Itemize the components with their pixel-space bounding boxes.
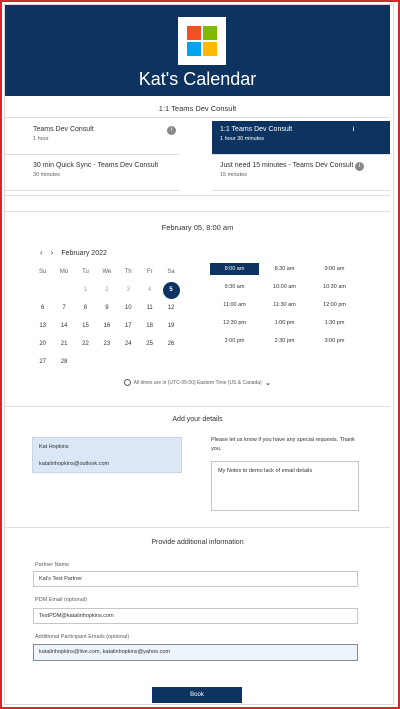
time-slot[interactable]: 10:30 am xyxy=(323,284,346,290)
calendar-empty-cell xyxy=(118,358,139,376)
weekday-header: Th xyxy=(124,269,132,275)
page-title: Kat's Calendar xyxy=(138,69,257,89)
calendar-day[interactable]: 6 xyxy=(41,305,45,311)
clock-icon xyxy=(124,379,131,386)
service-option-just-need-15-minutes[interactable] xyxy=(212,157,390,191)
time-slot[interactable]: 8:00 am xyxy=(210,263,259,275)
calendar-day[interactable]: 17 xyxy=(124,323,132,329)
time-slot[interactable]: 12:00 pm xyxy=(323,302,346,308)
calendar-day[interactable]: 22 xyxy=(82,341,89,347)
calendar-day[interactable]: 23 xyxy=(103,341,111,347)
time-slot[interactable]: 12:30 pm xyxy=(223,320,246,326)
time-slot[interactable]: 1:30 pm xyxy=(324,320,345,326)
datetime-heading: February 05, 8:00 am xyxy=(161,223,234,232)
calendar-empty-cell xyxy=(75,358,96,376)
calendar-day[interactable]: 24 xyxy=(124,341,132,347)
divider xyxy=(5,195,390,196)
calendar-empty-cell xyxy=(96,358,117,376)
time-slot[interactable]: 11:00 am xyxy=(223,302,246,308)
service-option-30-min-quick-sync[interactable] xyxy=(5,157,180,191)
service-duration: 1 hour 30 minutes xyxy=(220,136,265,142)
calendar-day[interactable]: 12 xyxy=(167,305,175,311)
calendar-day[interactable]: 20 xyxy=(39,341,47,347)
weekday-header: Tu xyxy=(82,269,89,275)
time-slot[interactable]: 11:30 am xyxy=(273,302,296,308)
service-name: 1:1 Teams Dev Consult xyxy=(220,126,293,133)
service-duration: 15 minutes xyxy=(220,172,247,178)
calendar-nav xyxy=(40,248,107,257)
pdm-email-label: PDM Email (optional) xyxy=(35,597,87,603)
calendar-day[interactable]: 1 xyxy=(83,287,88,293)
calendar-day[interactable]: 25 xyxy=(146,341,153,347)
calendar-empty-cell xyxy=(139,358,160,376)
weekday-header: Mo xyxy=(59,269,69,275)
info-icon[interactable]: i xyxy=(355,162,364,171)
time-slot[interactable]: 2:30 pm xyxy=(274,338,295,344)
book-button[interactable]: Book xyxy=(152,687,242,703)
email-field[interactable]: katalinhopkins@outlook.com xyxy=(39,461,110,467)
calendar-day[interactable]: 26 xyxy=(167,341,175,347)
calendar-day[interactable]: 10 xyxy=(124,305,132,311)
details-heading: Add your details xyxy=(172,416,223,423)
service-name: Just need 15 minutes - Teams Dev Consult xyxy=(220,162,354,169)
calendar-empty-cell xyxy=(32,286,53,304)
additional-info-heading: Provide additional information xyxy=(151,539,244,546)
service-option-1-1-teams-dev-consult[interactable] xyxy=(212,121,390,155)
calendar-day[interactable]: 11 xyxy=(146,305,153,311)
special-request-label: Please let us know if you have any special requests. Thank you. xyxy=(211,437,355,452)
calendar-day[interactable]: 18 xyxy=(146,323,153,329)
microsoft-logo xyxy=(178,17,226,65)
calendar-header xyxy=(5,5,390,96)
chevron-down-icon[interactable]: ⌄ xyxy=(264,378,272,387)
calendar-day[interactable]: 15 xyxy=(82,323,89,329)
notes-textarea[interactable]: My Notes to demo lack of email details xyxy=(211,461,359,511)
service-duration: 1 hour xyxy=(33,136,49,142)
weekday-header: Sa xyxy=(167,269,175,275)
partner-name-label: Partner Name xyxy=(35,562,70,568)
divider xyxy=(5,211,390,212)
time-slot[interactable]: 8:30 am xyxy=(274,266,295,272)
service-name: Teams Dev Consult xyxy=(33,126,94,133)
calendar-day[interactable]: 2 xyxy=(105,287,109,293)
calendar-day[interactable]: 4 xyxy=(147,287,152,293)
time-slot-grid xyxy=(210,263,360,353)
calendar-day[interactable]: 5 xyxy=(163,282,180,299)
calendar-grid xyxy=(32,268,182,376)
calendar-day[interactable]: 14 xyxy=(60,323,68,329)
calendar-day[interactable]: 21 xyxy=(60,341,68,347)
weekday-header: Fr xyxy=(146,269,153,275)
microsoft-logo-icon xyxy=(187,26,217,56)
service-duration: 30 minutes xyxy=(33,172,60,178)
calendar-day[interactable]: 28 xyxy=(60,359,68,365)
time-slot[interactable]: 1:00 pm xyxy=(274,320,295,326)
time-slot[interactable]: 2:00 pm xyxy=(224,338,245,344)
calendar-day[interactable]: 3 xyxy=(126,287,130,293)
calendar-day[interactable]: 7 xyxy=(62,305,66,311)
partner-name-input[interactable]: Kat's Test Partner xyxy=(33,571,358,587)
weekday-header: We xyxy=(102,269,112,275)
calendar-empty-cell xyxy=(160,358,181,376)
time-slot[interactable]: 9:30 am xyxy=(224,284,245,290)
name-field[interactable]: Kat Hopkins xyxy=(39,444,69,450)
timezone-note: All times are in (UTC-05:00) Eastern Time (US & Canada) xyxy=(133,379,262,386)
pdm-email-input[interactable]: TestPDM@katalinhopkins.com xyxy=(33,608,358,624)
weekday-header: Su xyxy=(39,269,47,275)
info-icon[interactable]: i xyxy=(167,126,176,135)
calendar-empty-cell xyxy=(53,286,74,304)
service-heading: 1:1 Teams Dev Consult xyxy=(158,104,237,113)
participant-emails-input[interactable]: katalinhopkins@live.com, katalinhopkins@yahoo.com xyxy=(33,644,358,661)
month-label: February 2022 xyxy=(61,250,107,257)
chevron-right-icon[interactable]: › xyxy=(50,248,54,257)
calendar-day[interactable]: 9 xyxy=(105,305,109,311)
service-option-teams-dev-consult[interactable] xyxy=(5,121,180,155)
divider xyxy=(5,406,390,407)
calendar-day[interactable]: 27 xyxy=(39,359,47,365)
time-slot[interactable]: 3:00 pm xyxy=(324,338,345,344)
calendar-day[interactable]: 13 xyxy=(39,323,47,329)
participant-emails-label: Additional Participant Emails (optional) xyxy=(35,634,130,640)
calendar-day[interactable]: 16 xyxy=(103,323,111,329)
info-icon[interactable]: i xyxy=(352,127,355,133)
calendar-day[interactable]: 19 xyxy=(167,323,175,329)
timezone-selector[interactable] xyxy=(5,378,390,387)
chevron-left-icon[interactable]: ‹ xyxy=(40,248,43,257)
divider xyxy=(5,527,390,528)
divider xyxy=(5,117,390,118)
time-slot[interactable]: 9:00 am xyxy=(324,266,345,272)
contact-details-box[interactable] xyxy=(32,437,182,473)
calendar-day[interactable]: 8 xyxy=(83,305,88,311)
time-slot[interactable]: 10:00 am xyxy=(273,284,296,290)
service-name: 30 min Quick Sync - Teams Dev Consult xyxy=(33,162,159,169)
